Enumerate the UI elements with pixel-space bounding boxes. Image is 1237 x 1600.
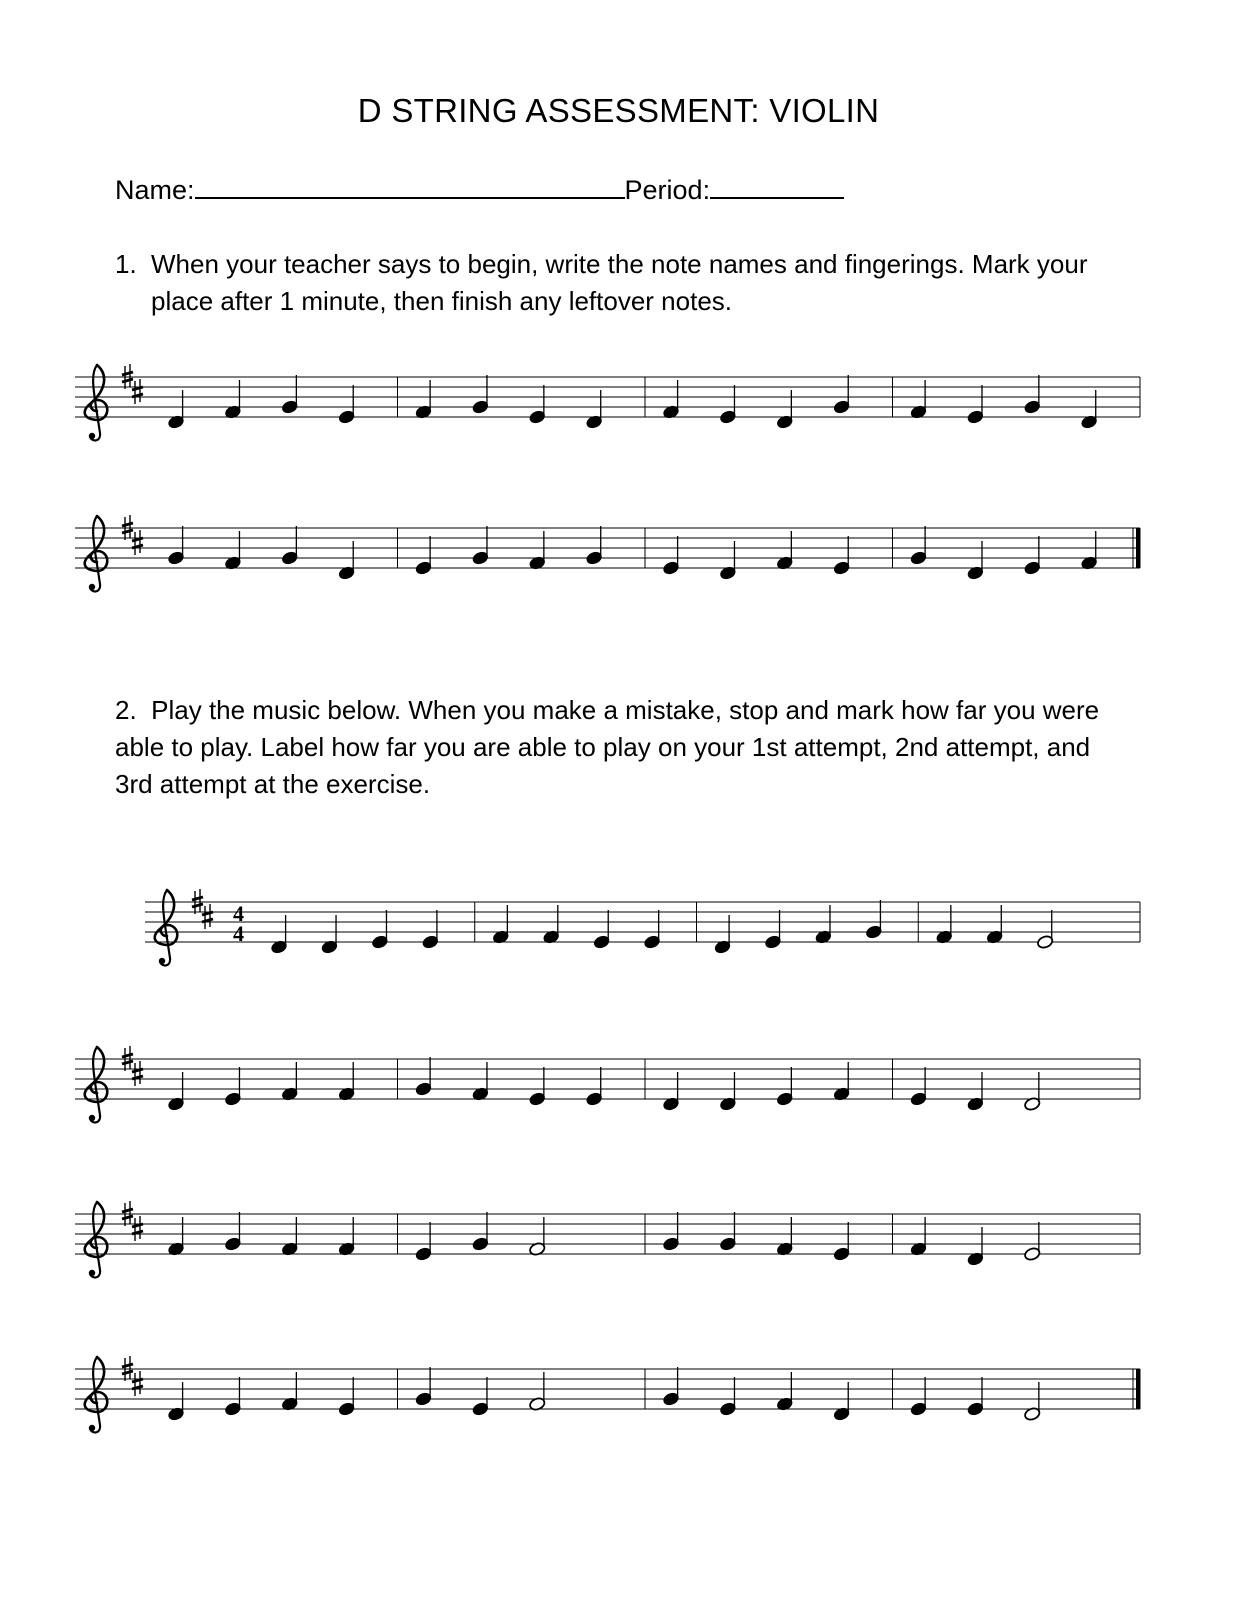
final-bar-thick — [1136, 528, 1141, 568]
sharp-sign — [192, 904, 203, 907]
question-2-text: Play the music below. When you make a mistake, stop and mark how far you were able to play. Label how far you are able to play on your 1st attempt, 2nd attempt, and 3rd attempt at the exercise. — [115, 695, 1100, 799]
time-signature-digit: 4 — [233, 901, 244, 926]
name-label: Name: — [115, 175, 195, 205]
sharp-sign — [122, 1209, 133, 1212]
sharp-sign — [122, 372, 133, 375]
sharp-sign — [122, 1371, 133, 1374]
sharp-sign — [122, 523, 133, 526]
question-1-text: When your teacher says to begin, write the note names and fingerings. Mark your place after 1 minute, then finish any leftover notes. — [151, 249, 1088, 316]
sharp-sign — [122, 1216, 133, 1219]
page-title: D STRING ASSESSMENT: VIOLIN — [357, 92, 880, 129]
sharp-sign — [122, 1054, 133, 1057]
treble-clef-dot — [89, 1425, 95, 1431]
treble-clef-dot — [89, 584, 95, 590]
question-1-number: 1. — [115, 249, 137, 279]
treble-clef-dot — [89, 433, 95, 439]
time-signature-digit: 4 — [233, 921, 244, 946]
final-bar-thick — [1136, 1369, 1141, 1409]
treble-clef-dot — [159, 958, 165, 964]
treble-clef-dot — [89, 1115, 95, 1121]
period-label: Period: — [624, 175, 711, 205]
sharp-sign — [122, 530, 133, 533]
sharp-sign — [122, 1364, 133, 1367]
question-2-number: 2. — [115, 695, 137, 725]
treble-clef-dot — [89, 1270, 95, 1276]
sharp-sign — [122, 379, 133, 382]
sharp-sign — [192, 897, 203, 900]
sharp-sign — [122, 1061, 133, 1064]
